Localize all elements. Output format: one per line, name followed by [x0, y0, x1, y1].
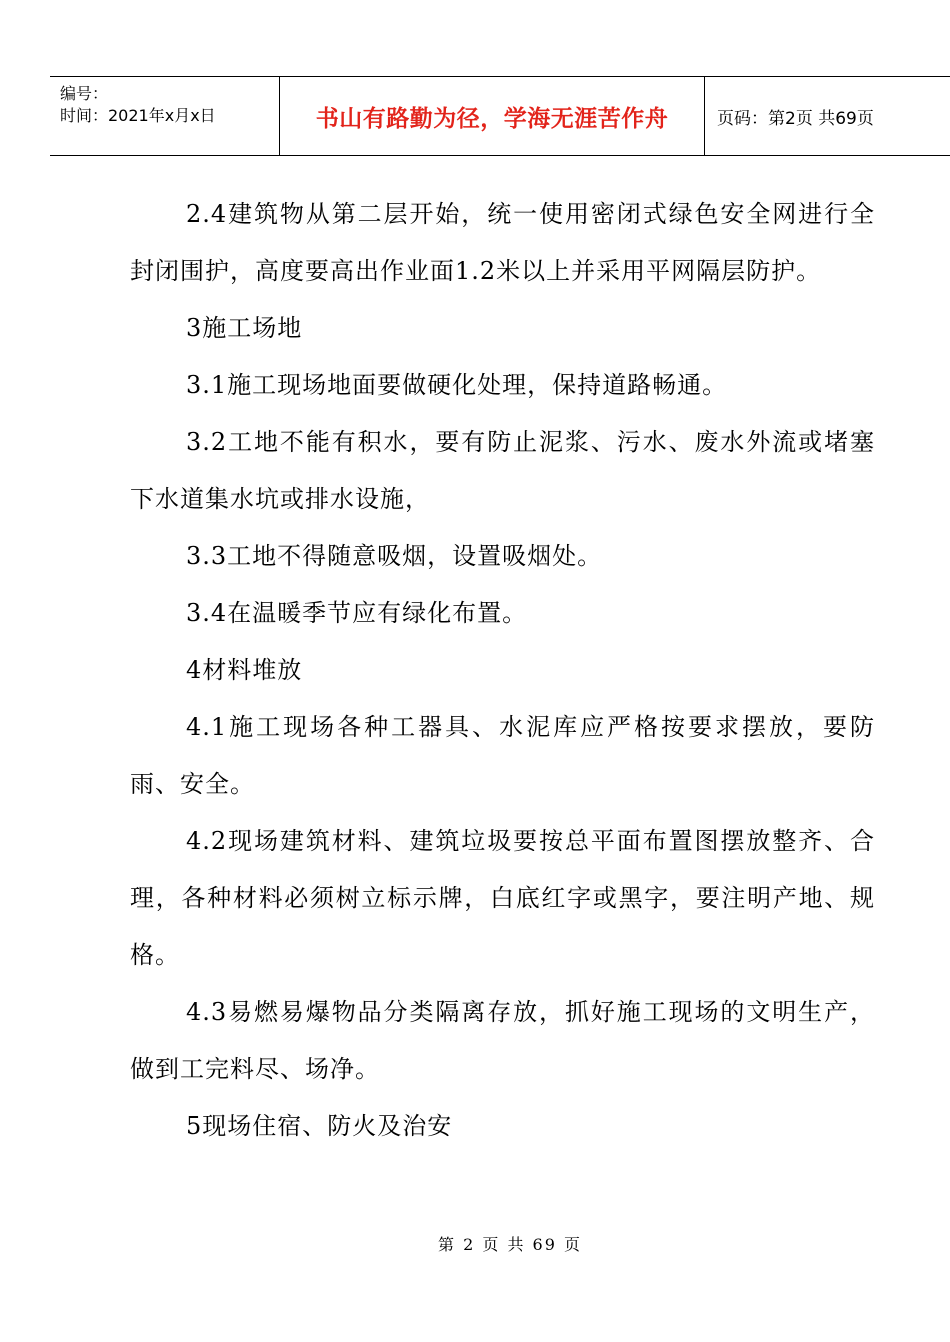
- section-heading: 5现场住宿、防火及治安: [186, 1112, 453, 1140]
- paragraph: 2.4建筑物从第二层开始，统一使用密闭式绿色安全网进行全封闭围护，高度要高出作业面1.2米以上并采用平网隔层防护。: [130, 200, 875, 285]
- paragraph: 3.4在温暖季节应有绿化布置。: [186, 599, 528, 627]
- paragraph: 4.2现场建筑材料、建筑垃圾要按总平面布置图摆放整齐、合理，各种材料必须树立标示牌，白底红字或黑字，要注明产地、规格。: [130, 827, 875, 969]
- document-header: [50, 76, 950, 156]
- header-meta-cell: [50, 77, 280, 155]
- motto-text: 书山有路勤为径，学海无涯苦作舟: [315, 105, 669, 132]
- number-label: 编号：: [60, 84, 109, 103]
- page-footer: 第 2 页 共 69 页: [438, 1235, 582, 1254]
- section-heading: 3施工场地: [186, 314, 303, 342]
- paragraph: 3.1施工现场地面要做硬化处理，保持道路畅通。: [186, 371, 728, 399]
- paragraph: 3.2工地不能有积水，要有防止泥浆、污水、废水外流或堵塞下水道集水坑或排水设施，: [130, 428, 875, 513]
- header-motto-cell: [280, 77, 705, 155]
- paragraph: 3.3工地不得随意吸烟，设置吸烟处。: [186, 542, 603, 570]
- document-body: [130, 186, 875, 1155]
- header-page-cell: [705, 77, 950, 155]
- page-label: 页码：第2页 共69页: [717, 108, 874, 129]
- section-heading: 4材料堆放: [186, 656, 303, 684]
- paragraph: 4.3易燃易爆物品分类隔离存放，抓好施工现场的文明生产，做到工完料尽、场净。: [130, 998, 875, 1083]
- paragraph: 4.1施工现场各种工器具、水泥库应严格按要求摆放，要防雨、安全。: [130, 713, 875, 798]
- time-label: 时间：2021年x月x日: [60, 106, 216, 125]
